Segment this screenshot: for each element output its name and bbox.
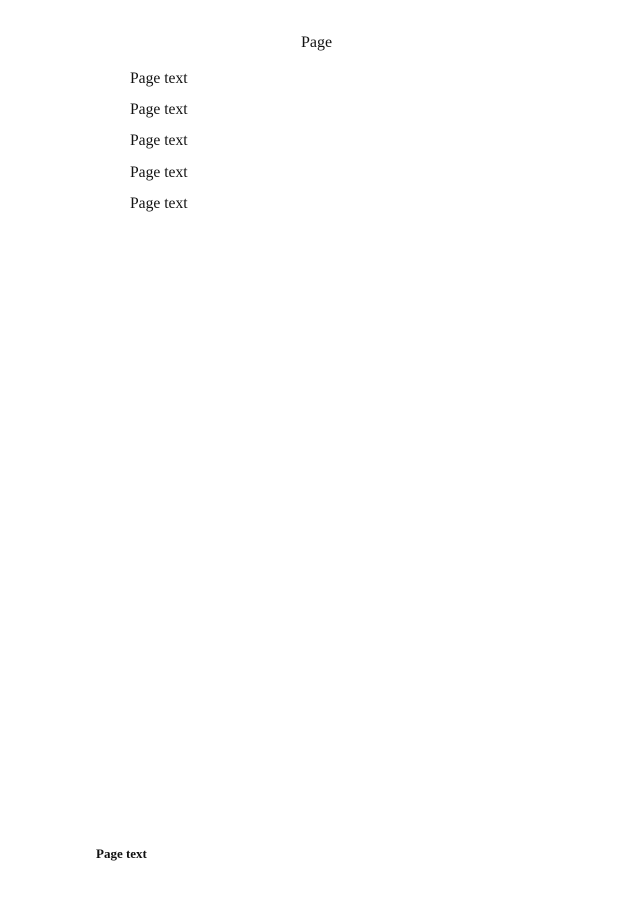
document-code: Page text	[96, 846, 147, 861]
page-number: Page	[300, 34, 333, 51]
paragraph-3-2-agreement: Page text	[130, 194, 188, 212]
paragraph-3-conditions: Page text	[130, 132, 188, 150]
document-body	[96, 66, 594, 222]
paragraph-3-1-budget-allocations: Page text	[130, 163, 188, 181]
paragraph-subsidy-provision: Page text	[130, 101, 188, 119]
paragraph-2-subsidy-purpose: Page text	[130, 70, 188, 87]
